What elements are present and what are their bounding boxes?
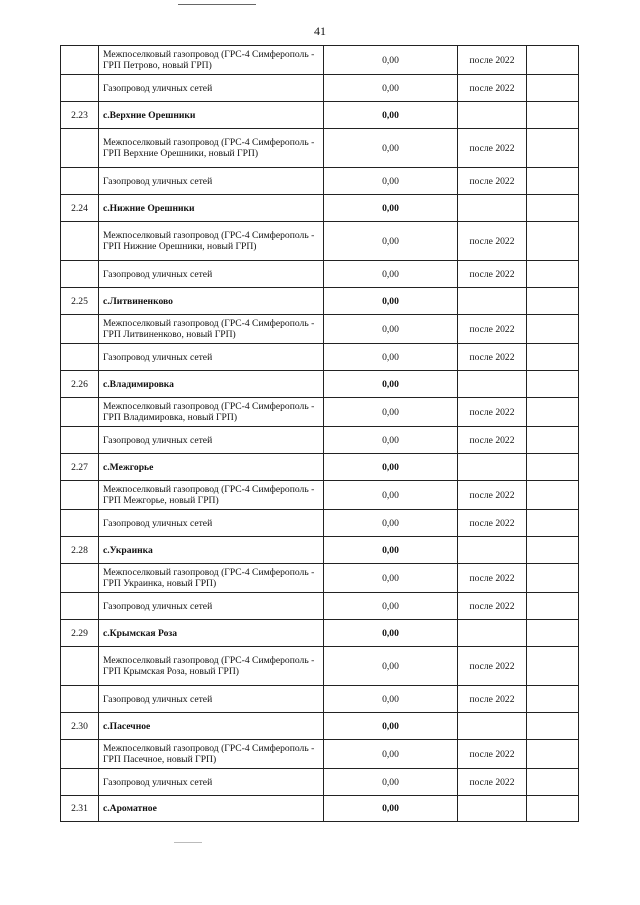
period-cell [458,796,527,822]
settlement-total-cell: 0,00 [324,537,458,564]
row-number-cell [61,740,99,769]
object-name-cell: Газопровод уличных сетей [99,75,324,102]
footer-mark [174,842,202,843]
row-number-cell [61,510,99,537]
extra-cell [527,593,579,620]
object-name-cell: Газопровод уличных сетей [99,261,324,288]
extra-cell [527,102,579,129]
settlement-header-row [61,620,579,647]
extra-cell [527,168,579,195]
row-number-cell [61,46,99,75]
extra-cell [527,195,579,222]
value-cell: 0,00 [324,510,458,537]
row-number-cell [61,129,99,168]
period-cell: после 2022 [458,481,527,510]
row-number-cell [61,398,99,427]
section-number-cell: 2.26 [61,371,99,398]
street-network-row [61,686,579,713]
page-number: 41 [314,24,326,38]
period-cell [458,713,527,740]
pipeline-row [61,564,579,593]
settlement-name-cell: с.Межгорье [99,454,324,481]
section-number-cell: 2.25 [61,288,99,315]
row-number-cell [61,315,99,344]
value-cell: 0,00 [324,222,458,261]
settlement-header-row [61,195,579,222]
settlement-name-cell: с.Пасечное [99,713,324,740]
period-cell: после 2022 [458,46,527,75]
section-number-cell: 2.28 [61,537,99,564]
extra-cell [527,564,579,593]
extra-cell [527,510,579,537]
settlement-total-cell: 0,00 [324,620,458,647]
period-cell: после 2022 [458,168,527,195]
street-network-row [61,344,579,371]
period-cell: после 2022 [458,344,527,371]
extra-cell [527,769,579,796]
row-number-cell [61,593,99,620]
object-name-cell: Газопровод уличных сетей [99,593,324,620]
settlement-header-row [61,288,579,315]
value-cell: 0,00 [324,647,458,686]
period-cell: после 2022 [458,686,527,713]
section-number-cell: 2.27 [61,454,99,481]
settlement-name-cell: с.Литвиненково [99,288,324,315]
object-name-cell: Межпоселковый газопровод (ГРС-4 Симферополь - ГРП Литвиненково, новый ГРП) [99,315,324,344]
value-cell: 0,00 [324,75,458,102]
period-cell: после 2022 [458,427,527,454]
value-cell: 0,00 [324,129,458,168]
row-number-cell [61,481,99,510]
street-network-row [61,168,579,195]
value-cell: 0,00 [324,427,458,454]
row-number-cell [61,222,99,261]
period-cell: после 2022 [458,75,527,102]
object-name-cell: Межпоселковый газопровод (ГРС-4 Симферополь - ГРП Петрово, новый ГРП) [99,46,324,75]
pipeline-row [61,46,579,75]
pipeline-row [61,740,579,769]
value-cell: 0,00 [324,46,458,75]
settlement-total-cell: 0,00 [324,288,458,315]
period-cell [458,288,527,315]
period-cell: после 2022 [458,564,527,593]
period-cell: после 2022 [458,769,527,796]
object-name-cell: Газопровод уличных сетей [99,769,324,796]
row-number-cell [61,261,99,288]
extra-cell [527,713,579,740]
header-rule [178,4,256,5]
pipeline-row [61,129,579,168]
pipeline-row [61,222,579,261]
settlement-header-row [61,454,579,481]
section-number-cell: 2.31 [61,796,99,822]
period-cell: после 2022 [458,593,527,620]
period-cell [458,102,527,129]
extra-cell [527,371,579,398]
street-network-row [61,261,579,288]
extra-cell [527,222,579,261]
settlement-header-row [61,537,579,564]
extra-cell [527,740,579,769]
value-cell: 0,00 [324,261,458,288]
settlement-name-cell: с.Владимировка [99,371,324,398]
settlement-total-cell: 0,00 [324,713,458,740]
street-network-row [61,75,579,102]
row-number-cell [61,686,99,713]
period-cell: после 2022 [458,647,527,686]
object-name-cell: Межпоселковый газопровод (ГРС-4 Симферополь - ГРП Межгорье, новый ГРП) [99,481,324,510]
extra-cell [527,46,579,75]
settlement-total-cell: 0,00 [324,796,458,822]
extra-cell [527,686,579,713]
settlement-name-cell: с.Верхние Орешники [99,102,324,129]
period-cell: после 2022 [458,510,527,537]
period-cell [458,454,527,481]
period-cell [458,620,527,647]
row-number-cell [61,168,99,195]
settlement-name-cell: с.Нижние Орешники [99,195,324,222]
street-network-row [61,427,579,454]
value-cell: 0,00 [324,593,458,620]
row-number-cell [61,75,99,102]
settlement-total-cell: 0,00 [324,371,458,398]
settlement-name-cell: с.Крымская Роза [99,620,324,647]
section-number-cell: 2.24 [61,195,99,222]
object-name-cell: Межпоселковый газопровод (ГРС-4 Симферополь - ГРП Верхние Орешники, новый ГРП) [99,129,324,168]
object-name-cell: Газопровод уличных сетей [99,510,324,537]
object-name-cell: Межпоселковый газопровод (ГРС-4 Симферополь - ГРП Крымская Роза, новый ГРП) [99,647,324,686]
value-cell: 0,00 [324,168,458,195]
period-cell [458,195,527,222]
extra-cell [527,647,579,686]
extra-cell [527,398,579,427]
object-name-cell: Газопровод уличных сетей [99,344,324,371]
row-number-cell [61,769,99,796]
extra-cell [527,796,579,822]
extra-cell [527,288,579,315]
extra-cell [527,261,579,288]
extra-cell [527,129,579,168]
period-cell: после 2022 [458,315,527,344]
gas-pipeline-table [60,45,579,822]
section-number-cell: 2.29 [61,620,99,647]
period-cell: после 2022 [458,222,527,261]
value-cell: 0,00 [324,315,458,344]
extra-cell [527,75,579,102]
object-name-cell: Газопровод уличных сетей [99,168,324,195]
object-name-cell: Газопровод уличных сетей [99,686,324,713]
value-cell: 0,00 [324,686,458,713]
row-number-cell [61,427,99,454]
extra-cell [527,537,579,564]
extra-cell [527,315,579,344]
settlement-total-cell: 0,00 [324,195,458,222]
settlement-header-row [61,713,579,740]
settlement-total-cell: 0,00 [324,102,458,129]
extra-cell [527,344,579,371]
object-name-cell: Межпоселковый газопровод (ГРС-4 Симферополь - ГРП Украинка, новый ГРП) [99,564,324,593]
section-number-cell: 2.30 [61,713,99,740]
extra-cell [527,454,579,481]
period-cell: после 2022 [458,129,527,168]
extra-cell [527,620,579,647]
street-network-row [61,769,579,796]
pipeline-row [61,315,579,344]
period-cell: после 2022 [458,398,527,427]
period-cell: после 2022 [458,740,527,769]
extra-cell [527,427,579,454]
object-name-cell: Межпоселковый газопровод (ГРС-4 Симферополь - ГРП Владимировка, новый ГРП) [99,398,324,427]
settlement-name-cell: с.Ароматное [99,796,324,822]
section-number-cell: 2.23 [61,102,99,129]
period-cell [458,537,527,564]
street-network-row [61,510,579,537]
settlement-header-row [61,371,579,398]
street-network-row [61,593,579,620]
pipeline-row [61,398,579,427]
period-cell: после 2022 [458,261,527,288]
settlement-total-cell: 0,00 [324,454,458,481]
value-cell: 0,00 [324,344,458,371]
object-name-cell: Межпоселковый газопровод (ГРС-4 Симферополь - ГРП Пасечное, новый ГРП) [99,740,324,769]
settlement-name-cell: с.Украинка [99,537,324,564]
value-cell: 0,00 [324,740,458,769]
row-number-cell [61,647,99,686]
settlement-header-row [61,796,579,822]
row-number-cell [61,344,99,371]
period-cell [458,371,527,398]
extra-cell [527,481,579,510]
value-cell: 0,00 [324,769,458,796]
object-name-cell: Межпоселковый газопровод (ГРС-4 Симферополь - ГРП Нижние Орешники, новый ГРП) [99,222,324,261]
row-number-cell [61,564,99,593]
value-cell: 0,00 [324,398,458,427]
settlement-header-row [61,102,579,129]
value-cell: 0,00 [324,481,458,510]
pipeline-row [61,481,579,510]
value-cell: 0,00 [324,564,458,593]
object-name-cell: Газопровод уличных сетей [99,427,324,454]
pipeline-row [61,647,579,686]
